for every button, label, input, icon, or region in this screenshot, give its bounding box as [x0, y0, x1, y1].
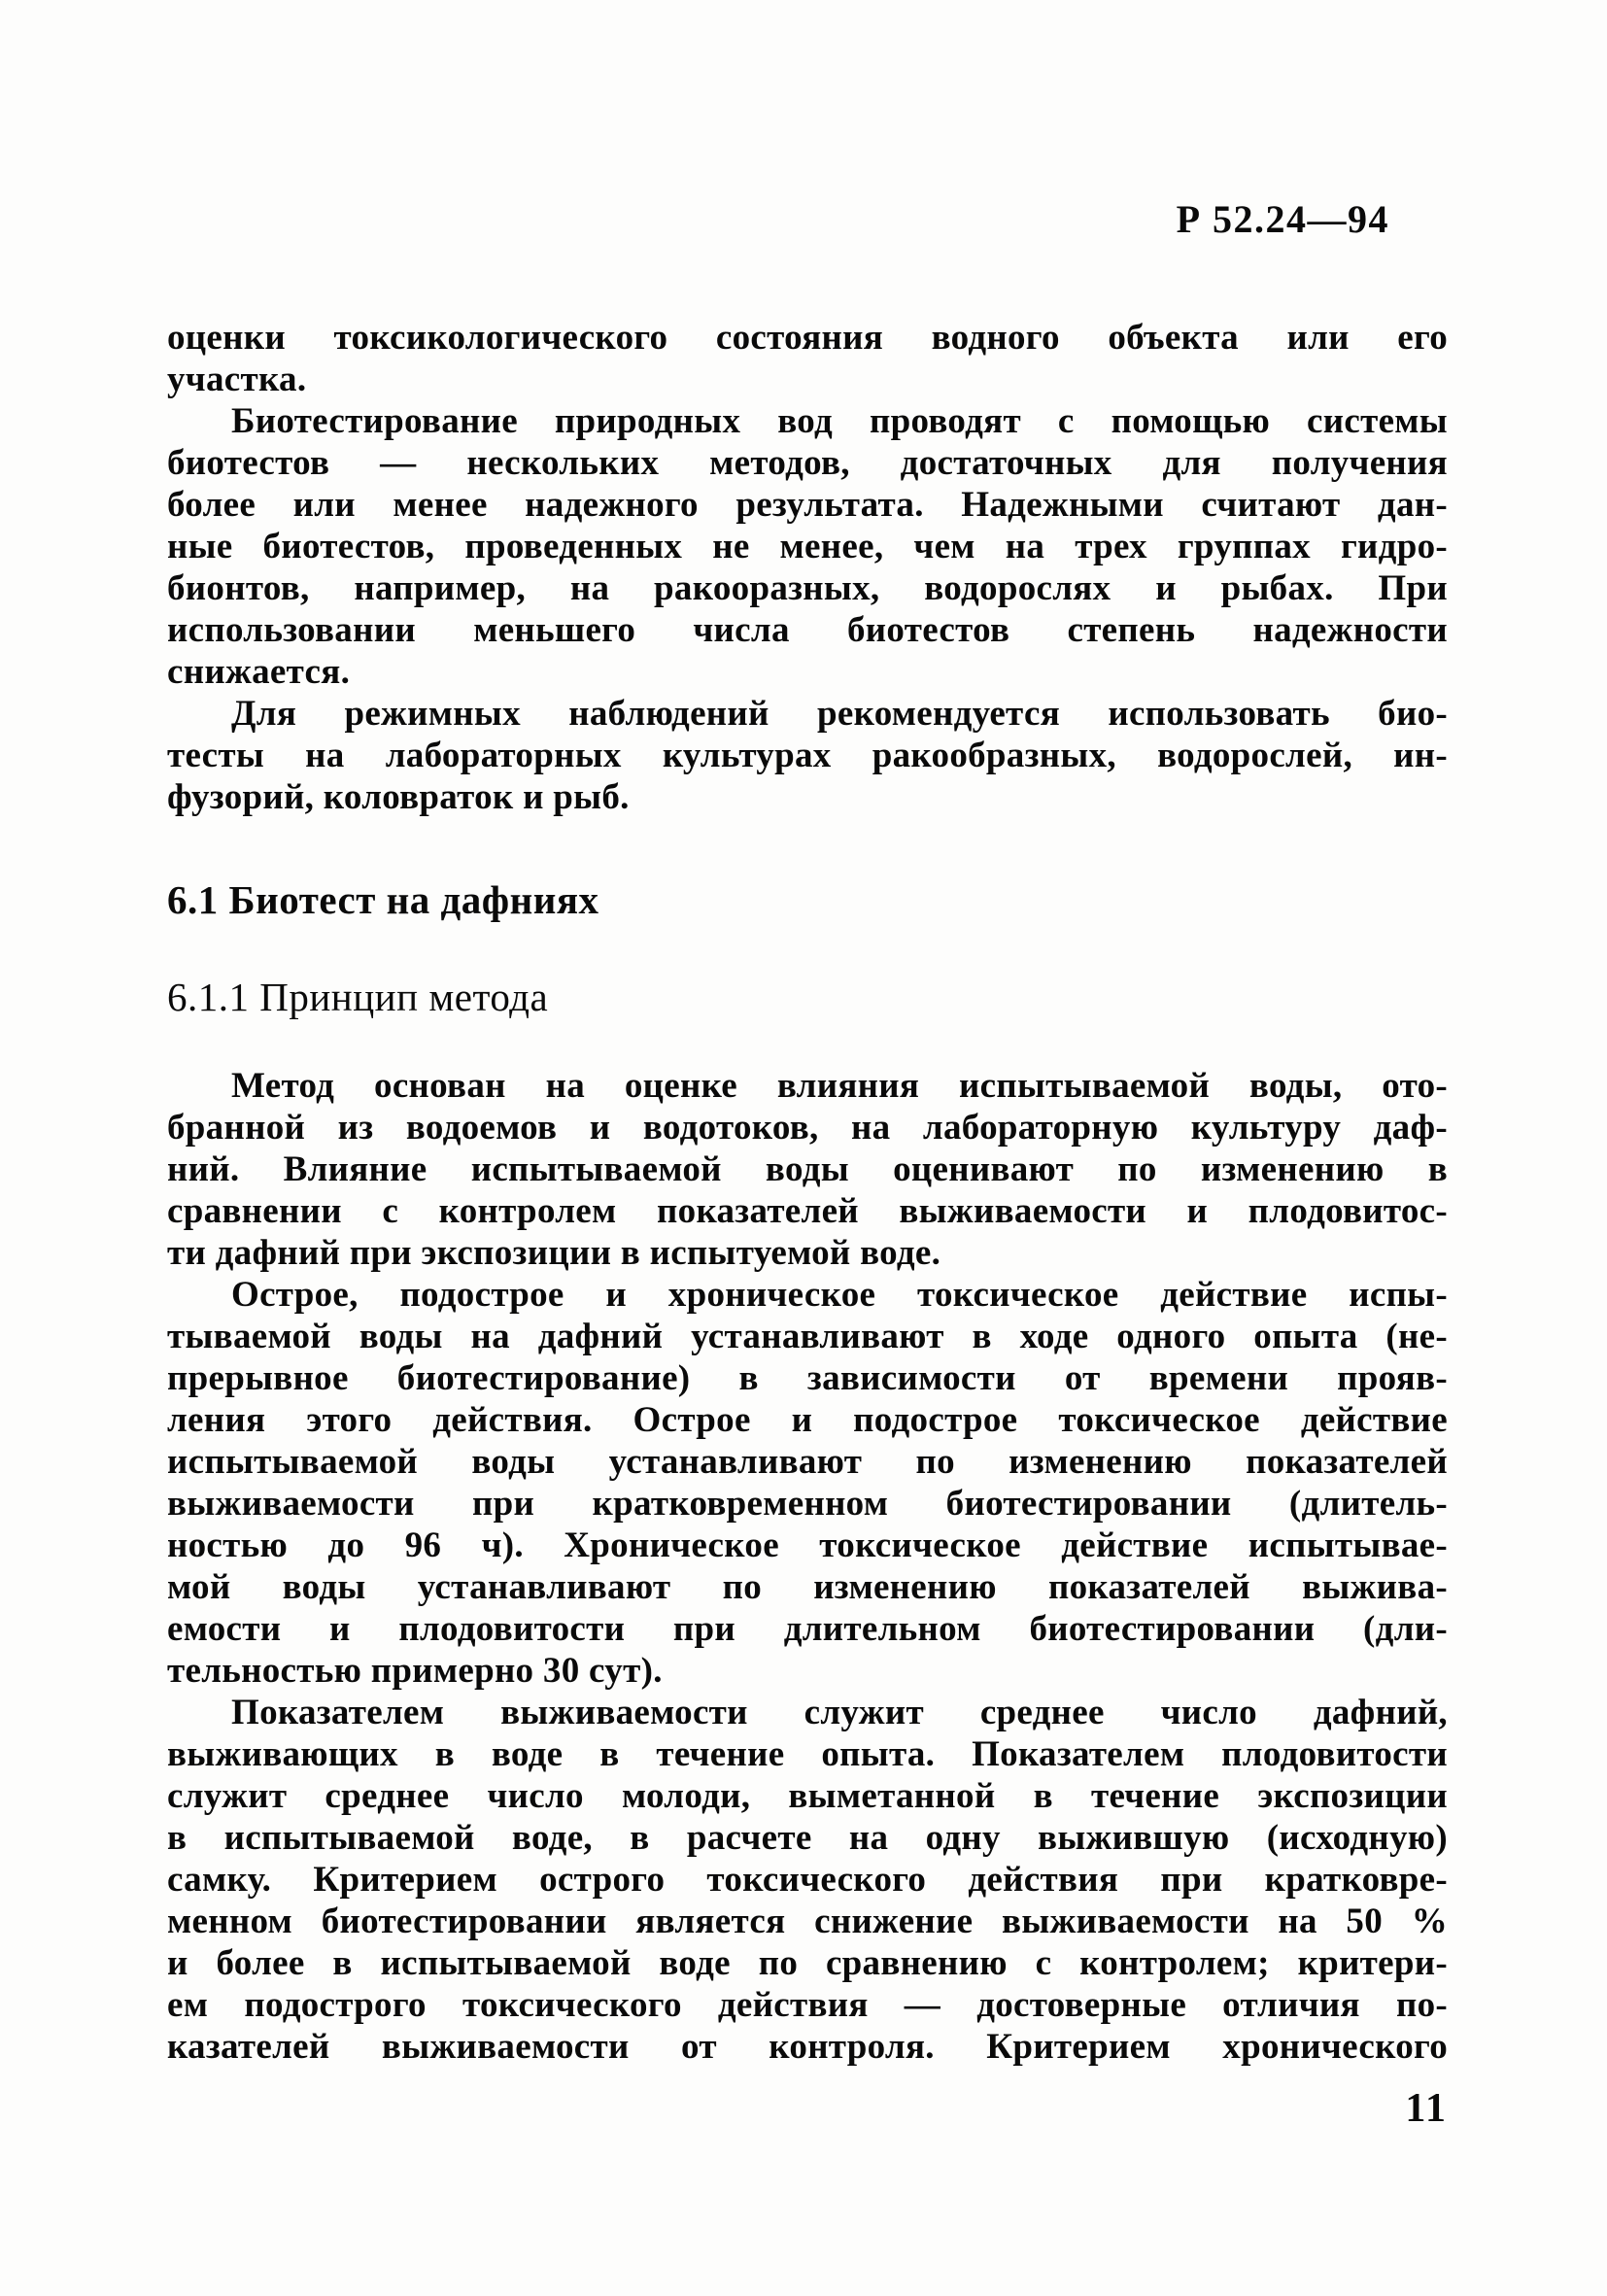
- document-body: [167, 317, 1448, 2068]
- text-line: прерывное биотестирование) в зависимости от времени прояв-: [167, 1358, 1448, 1398]
- text-line: участка.: [167, 360, 307, 399]
- text-line: и более в испытываемой воде по сравнению с контролем; критери-: [167, 1943, 1448, 1983]
- text-line: ные биотестов, проведенных не менее, чем на трех группах гидро-: [167, 527, 1448, 566]
- page-number: 11: [1405, 2086, 1448, 2131]
- paragraph: [167, 1692, 1448, 2068]
- text-line: Для режимных наблюдений рекомендуется использовать био-: [231, 694, 1448, 734]
- text-line: Метод основан на оценке влияния испытываемой воды, ото-: [231, 1066, 1448, 1106]
- text-line: тываемой воды на дафний устанавливают в ходе одного опыта (не-: [167, 1317, 1448, 1356]
- section-heading: 6.1 Биотест на дафниях: [167, 877, 599, 922]
- text-line: биотестов — нескольких методов, достаточных для получения: [167, 443, 1448, 483]
- text-line: самку. Критерием острого токсического действия при кратковре-: [167, 1860, 1448, 1900]
- text-line: Острое, подострое и хроническое токсическое действие испы-: [231, 1275, 1448, 1315]
- text-line: оценки токсикологического состояния водного объекта или его: [167, 318, 1448, 358]
- text-line: менном биотестировании является снижение выживаемости на 50 %: [167, 1902, 1448, 1941]
- text-line: тесты на лабораторных культурах ракообразных, водорослей, ин-: [167, 736, 1448, 775]
- text-line: ти дафний при экспозиции в испытуемой воде.: [167, 1233, 941, 1273]
- text-line: ления этого действия. Острое и подострое токсическое действие: [167, 1400, 1448, 1440]
- text-line: служит среднее число молоди, выметанной в течение экспозиции: [167, 1776, 1448, 1816]
- text-line: тельностью примерно 30 сут).: [167, 1651, 663, 1691]
- paragraph: [167, 317, 1448, 400]
- text-line: использовании меньшего числа биотестов степень надежности: [167, 610, 1448, 650]
- text-line: бранной из водоемов и водотоков, на лабораторную культуру даф-: [167, 1108, 1448, 1148]
- text-line: ний. Влияние испытываемой воды оценивают по изменению в: [167, 1149, 1448, 1189]
- text-line: мой воды устанавливают по изменению показателей выжива-: [167, 1567, 1448, 1607]
- text-line: Биотестирование природных вод проводят с помощью системы: [231, 401, 1448, 441]
- text-line: выживаемости при кратковременном биотестировании (длитель-: [167, 1484, 1448, 1524]
- text-line: более или менее надежного результата. Надежными считают дан-: [167, 485, 1448, 525]
- text-line: фузорий, коловраток и рыб.: [167, 777, 630, 817]
- paragraph: [167, 400, 1448, 693]
- text-line: сравнении с контролем показателей выживаемости и плодовитос-: [167, 1191, 1448, 1231]
- text-line: выживающих в воде в течение опыта. Показателем плодовитости: [167, 1734, 1448, 1774]
- text-line: ностью до 96 ч). Хроническое токсическое действие испытывае-: [167, 1525, 1448, 1565]
- paragraph: [167, 693, 1448, 818]
- text-line: бионтов, например, на ракооразных, водорослях и рыбах. При: [167, 568, 1448, 608]
- subsection-heading: 6.1.1 Принцип метода: [167, 975, 549, 1019]
- text-line: емости и плодовитости при длительном биотестировании (дли-: [167, 1609, 1448, 1649]
- text-line: Показателем выживаемости служит среднее число дафний,: [231, 1693, 1448, 1732]
- text-line: снижается.: [167, 652, 351, 692]
- paragraph: [167, 1274, 1448, 1692]
- text-line: казателей выживаемости от контроля. Критерием хронического: [167, 2027, 1448, 2067]
- text-line: в испытываемой воде, в расчете на одну выжившую (исходную): [167, 1818, 1448, 1858]
- document-code-header: Р 52.24—94: [1176, 197, 1389, 241]
- text-line: ем подострого токсического действия — достоверные отличия по-: [167, 1985, 1448, 2025]
- text-line: испытываемой воды устанавливают по изменению показателей: [167, 1442, 1448, 1482]
- paragraph: [167, 1065, 1448, 1274]
